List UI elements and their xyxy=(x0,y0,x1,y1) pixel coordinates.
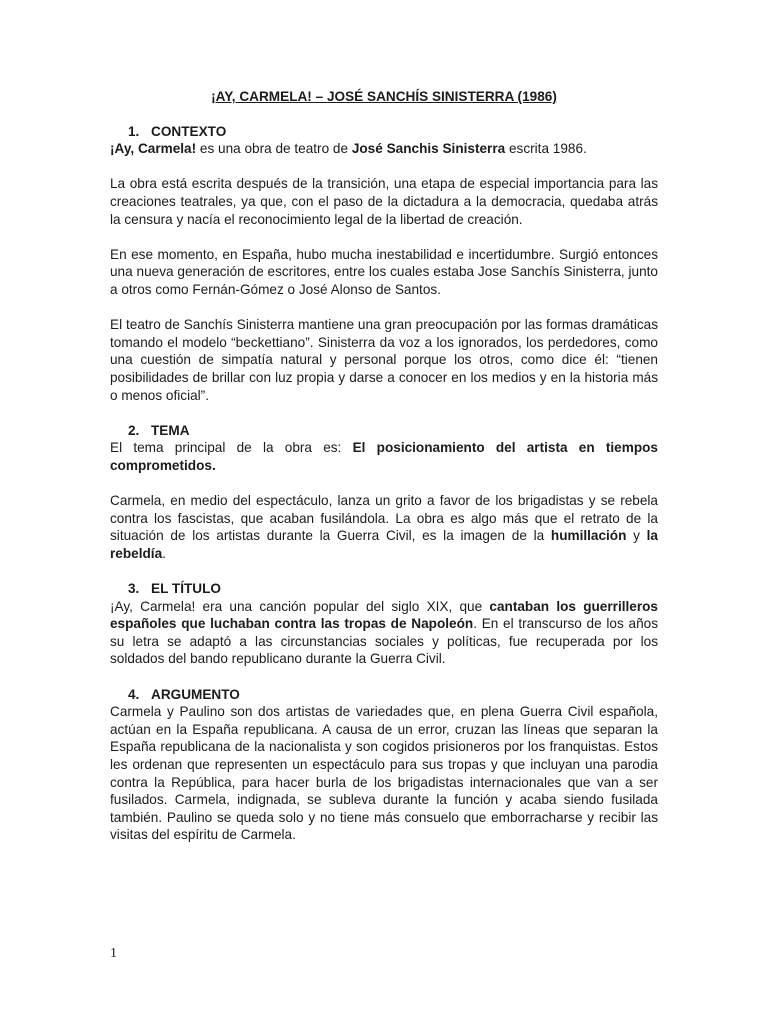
text-run: . En el transcurso de los años su letra se adaptó a las circunstancias sociales y políticas, fue recuperada por los soldados del bando republicano durante la Guerra Civil. xyxy=(110,616,658,667)
text-run: En ese momento, en España, hubo mucha inestabilidad e incertidumbre. Surgió entonces una nueva generación de escritores, entre los cuales estaba Jose Sanchís Sinisterra, junto a otros como Fernán-Gómez o José Alonso de Santos. xyxy=(110,246,658,297)
section-heading-text: ARGUMENTO xyxy=(151,686,240,702)
bold-text: cantaban los guerrilleros españoles que luchaban contra las tropas de Napoleón xyxy=(110,598,658,632)
section-number: 1. xyxy=(128,123,140,139)
text-run: El tema principal de la obra es: xyxy=(110,440,353,456)
section-heading-text: CONTEXTO xyxy=(151,123,227,139)
text-run: ¡Ay, Carmela! era una canción popular del siglo XIX, que xyxy=(110,598,490,614)
body-paragraph xyxy=(110,439,658,474)
text-run: El teatro de Sanchís Sinisterra mantiene una gran preocupación por las formas dramáticas tomando el modelo “beckettiano”. Sinisterra da voz a los ignorados, los perdedores, como una cuestión de simpatía natural y personal porque los otros, como dice él: “tienen posibilidades de brillar con luz propia y darse a conocer en los medios y en la historia más o menos oficial”. xyxy=(110,317,658,403)
bold-text: la rebeldía xyxy=(110,528,658,561)
text-run: Carmela, en medio del espectáculo, lanza un grito a favor de los brigadistas y se rebela contra los fascistas, que acaban fusilándola. La obra es algo más que el retrato de la situación de los artistas durante la Guerra Civil, es la imagen de la xyxy=(110,493,658,544)
section-heading-text: EL TÍTULO xyxy=(151,581,221,597)
bold-text: El posicionamiento del artista en tiempos comprometidos. xyxy=(110,440,658,473)
section-heading-text: TEMA xyxy=(151,422,190,438)
text-run: es una obra de teatro de xyxy=(196,141,352,157)
section-heading xyxy=(110,580,658,598)
section-heading xyxy=(110,123,658,141)
paragraph-spacer xyxy=(110,228,658,246)
section-spacer xyxy=(110,562,658,580)
section-spacer xyxy=(110,404,658,422)
page-number: 1 xyxy=(110,946,117,961)
text-run: La obra está escrita después de la transición, una etapa de especial importancia para las creaciones teatrales, ya que, con el paso de la dictadura a la democracia, quedaba atrás la censura y nacía el reconocimiento legal de la libertad de creación. xyxy=(110,176,658,227)
paragraph-spacer xyxy=(110,158,658,176)
document-body xyxy=(110,88,658,844)
section-spacer xyxy=(110,668,658,686)
body-paragraph xyxy=(110,316,658,404)
body-paragraph xyxy=(110,703,658,844)
section-number: 4. xyxy=(128,686,140,702)
text-run: y xyxy=(626,528,647,544)
paragraph-spacer xyxy=(110,299,658,317)
text-run: Carmela y Paulino son dos artistas de variedades que, en plena Guerra Civil española, actúan en la España republicana. A causa de un error, cruzan las líneas que separan la España republicana de la nacionalista y son cogidos prisioneros por los franquistas. Estos les ordenan que representen un espectáculo para sus tropas y que incluyan una parodia contra la República, para hacer burla de los brigadistas internacionales que van a ser fusilados. Carmela, indignada, se subleva durante la función y acaba siendo fusilada también. Paulino se queda solo y no tiene más consuelo que emborracharse y recibir las visitas del espíritu de Carmela. xyxy=(110,704,658,843)
body-paragraph xyxy=(110,598,658,668)
sections-container xyxy=(110,123,658,844)
bold-text: ¡Ay, Carmela! xyxy=(110,141,197,157)
body-paragraph xyxy=(110,175,658,228)
body-paragraph xyxy=(110,246,658,299)
document-title: ¡AY, CARMELA! – JOSÉ SANCHÍS SINISTERRA (1986) xyxy=(211,89,557,104)
paragraph-spacer xyxy=(110,474,658,492)
section-number: 3. xyxy=(128,581,140,597)
text-run: escrita 1986. xyxy=(505,141,587,157)
section-number: 2. xyxy=(128,422,140,438)
bold-text: José Sanchis Sinisterra xyxy=(351,141,506,157)
bold-text: humillación xyxy=(550,528,627,544)
text-run: . xyxy=(162,545,166,561)
section-heading xyxy=(110,422,658,440)
body-paragraph xyxy=(110,140,658,158)
body-paragraph xyxy=(110,492,658,562)
section-heading xyxy=(110,686,658,704)
